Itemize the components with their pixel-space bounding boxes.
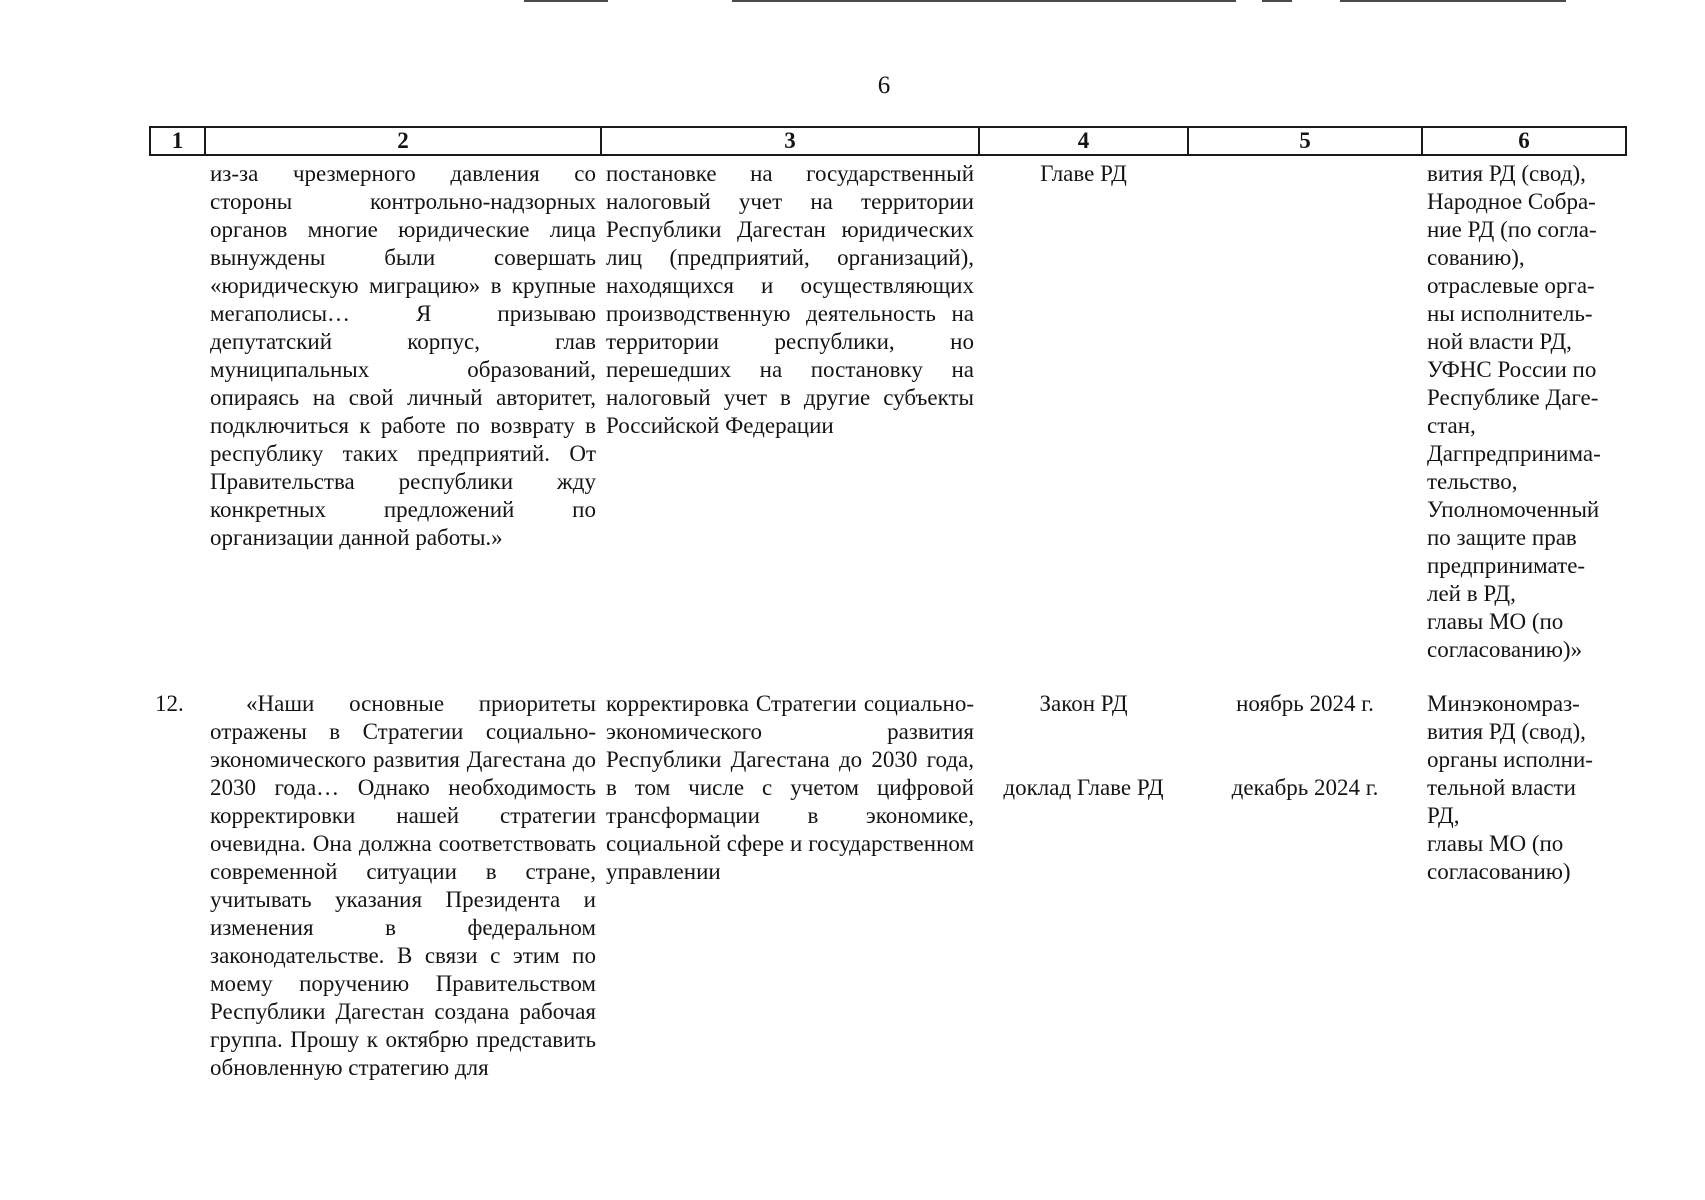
deadline-cell xyxy=(1188,155,1422,686)
responsible-line: органы исполни- xyxy=(1427,747,1593,772)
responsible-line: сованию), xyxy=(1427,245,1525,270)
completion-form-entry: Закон РД xyxy=(1039,691,1128,716)
responsible-line: ны исполнитель- xyxy=(1427,301,1593,326)
column-header: 3 xyxy=(601,127,979,155)
item-number-cell: 12. xyxy=(155,691,184,716)
column-header: 2 xyxy=(205,127,601,155)
responsible-line: Народное Собра- xyxy=(1427,189,1596,214)
responsible-line: по защите прав xyxy=(1427,525,1577,550)
scan-top-edge-line xyxy=(1340,0,1566,2)
responsible-line: предпринимате- xyxy=(1427,553,1586,578)
entry-spacer xyxy=(984,718,1183,774)
responsible-line: тельной власти xyxy=(1427,775,1576,800)
scan-top-edge-line xyxy=(1262,0,1292,2)
responsible-line: согласованию)» xyxy=(1427,637,1583,662)
scan-top-edge-line xyxy=(524,0,608,2)
responsible-line: согласованию) xyxy=(1427,859,1571,884)
responsible-line: главы МО (по xyxy=(1427,831,1564,856)
completion-form-cell xyxy=(979,686,1188,1082)
page-number: 6 xyxy=(877,72,891,99)
deadline-entry: декабрь 2024 г. xyxy=(1231,775,1379,800)
responsible-line: стан, xyxy=(1427,413,1476,438)
responsible-line: ной власти РД, xyxy=(1427,329,1572,354)
responsible-line: вития РД (свод), xyxy=(1427,161,1586,186)
responsible-line: вития РД (свод), xyxy=(1427,719,1586,744)
responsible-line: лей в РД, xyxy=(1427,581,1516,606)
responsible-line: РД, xyxy=(1427,803,1460,828)
responsible-line: Дагпредпринима- xyxy=(1427,441,1601,466)
column-header: 6 xyxy=(1422,127,1626,155)
item-number-cell xyxy=(150,155,205,686)
action-plan-table xyxy=(149,126,1627,1082)
completion-form-cell xyxy=(979,155,1188,686)
table-row xyxy=(150,155,1626,686)
responsible-line: ние РД (по согла- xyxy=(1427,217,1597,242)
header-row xyxy=(150,127,1626,155)
responsible-line: Республике Даге- xyxy=(1427,385,1599,410)
responsible-line: главы МО (по xyxy=(1427,609,1564,634)
completion-form-entry: Главе РД xyxy=(1040,161,1127,186)
responsible-line: Уполномоченный xyxy=(1427,497,1600,522)
column-header: 5 xyxy=(1188,127,1422,155)
deadline-cell xyxy=(1188,686,1422,1082)
responsible-line: Минэкономраз- xyxy=(1427,691,1580,716)
address-quote-cell: «Наши основные приоритеты отражены в Стратегии социально-экономического развития Дагестана до 2030 года… Однако необходимость корректировки нашей стратегии очевидна. Она должна соответствовать современной ситуации в стране, учитывать указания Президента и изменения в федеральном законодательстве. В связи с этим по моему поручению Правительством Республики Дагестан создана рабочая группа. Прошу к октябрю представить обновленную стратегию для xyxy=(210,691,596,1080)
column-header: 4 xyxy=(979,127,1188,155)
responsible-line: УФНС России по xyxy=(1427,357,1597,382)
measure-cell: постановке на государственный налоговый учет на территории Республики Дагестан юридических лиц (предприятий, организаций), находящихся и осуществляющих производственную деятельность на территории республики, но перешедших на постановку на налоговый учет в другие субъекты Российской Федерации xyxy=(606,161,974,438)
measure-cell: корректировка Стратегии социально-экономического развития Республики Дагестана до 2030 года, в том числе с учетом цифровой трансформации в экономике, социальной сфере и государственном управлении xyxy=(606,691,974,884)
responsible-cell xyxy=(1422,686,1626,1082)
entry-spacer xyxy=(1193,718,1417,774)
responsible-line: отраслевые орга- xyxy=(1427,273,1595,298)
deadline-entry: ноябрь 2024 г. xyxy=(1236,691,1374,716)
responsible-cell xyxy=(1422,155,1626,686)
scan-top-edge-line xyxy=(732,0,1236,2)
completion-form-entry: доклад Главе РД xyxy=(1003,775,1164,800)
address-quote-cell: из-за чрезмерного давления со стороны контрольно-надзорных органов многие юридические лица вынуждены были совершать «юридическую миграцию» в крупные мегаполисы… Я призываю депутатский корпус, глав муниципальных образований, опираясь на свой личный авторитет, подключиться к работе по возврату в республику таких предприятий. От Правительства республики жду конкретных предложений по организации данной работы.» xyxy=(210,161,596,550)
responsible-line: тельство, xyxy=(1427,469,1518,494)
column-header: 1 xyxy=(150,127,205,155)
table-row xyxy=(150,686,1626,1082)
